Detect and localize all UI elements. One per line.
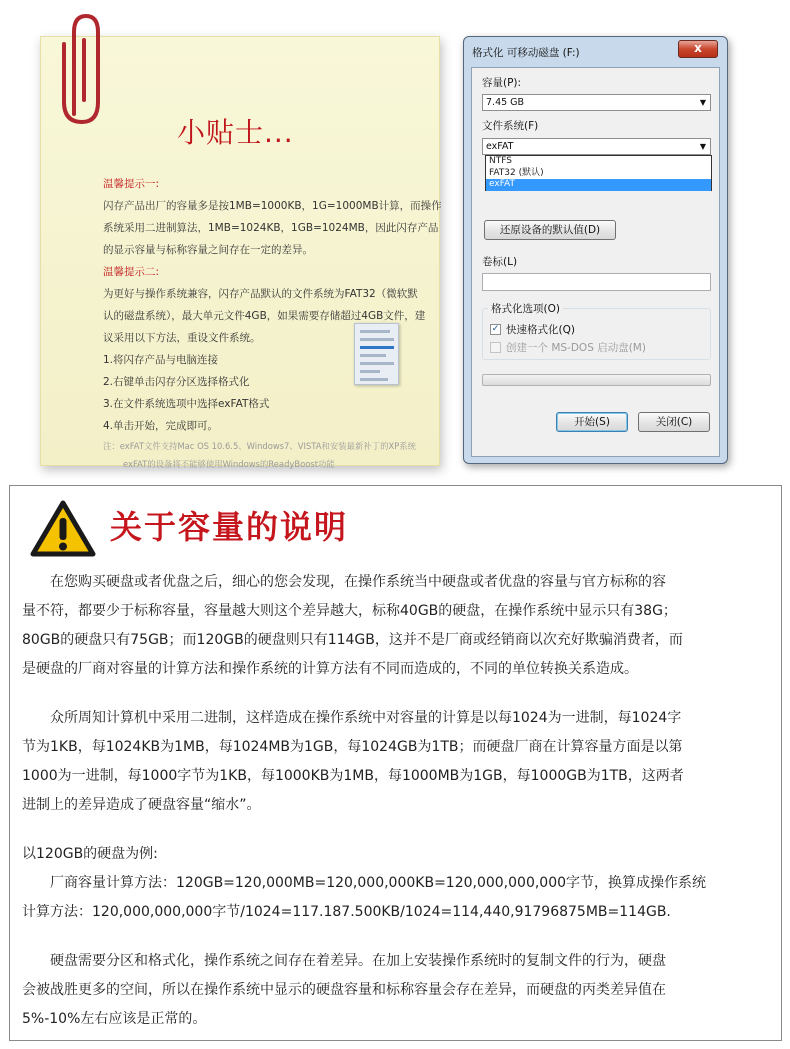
text-line: 以120GB的硬盘为例: <box>22 846 158 862</box>
paragraph <box>22 568 772 684</box>
filesystem-option-exfat[interactable]: exFAT <box>486 179 711 191</box>
tip-line: 系统采用二进制算法，1MB=1024KB，1GB=1024MB，因此闪存产品 <box>103 222 439 234</box>
paragraph <box>22 947 772 1034</box>
tip-line: 3.在文件系统选项中选择exFAT格式 <box>103 398 270 410</box>
text-line: 节为1KB，每1024KB为1MB，每1024MB为1GB，每1024GB为1TB；而硬盘厂商在计算容量方面是以第 <box>22 739 683 755</box>
capacity-heading: 关于容量的说明 <box>110 508 349 546</box>
format-dialog <box>463 36 728 464</box>
text-line: 进制上的差异造成了硬盘容量“缩水”。 <box>22 797 261 813</box>
tip-title: 小贴士... <box>177 116 294 149</box>
text-line: 80GB的硬盘只有75GB；而120GB的硬盘则只有114GB，这并不是厂商或经销商以次充好欺骗消费者，而 <box>22 632 683 648</box>
tip-note: exFAT的设备将不能够使用Windows的ReadyBoost功能 <box>123 459 335 469</box>
tip-line: 为更好与操作系统兼容，闪存产品默认的文件系统为FAT32（微软默 <box>103 288 418 300</box>
warning-triangle-icon <box>30 500 96 558</box>
format-options-title: 格式化选项(O) <box>488 301 563 316</box>
capacity-value: 7.45 GB <box>486 97 525 108</box>
capacity-explanation-box <box>9 485 782 1041</box>
filesystem-dropdown-list <box>485 155 712 191</box>
capacity-body <box>22 568 772 1034</box>
text-line: 众所周知计算机中采用二进制，这样造成在操作系统中对容量的计算是以每1024为一进制，每1024字 <box>22 710 682 726</box>
tip-line: 温馨提示二: <box>103 266 160 278</box>
text-line: 量不符，都要少于标称容量，容量越大则这个差异越大，标称40GB的硬盘，在操作系统中显示只有38G； <box>22 603 677 619</box>
filesystem-value: exFAT <box>486 141 514 152</box>
capacity-label: 容量(P): <box>482 77 522 89</box>
filesystem-option-fat32[interactable]: FAT32 (默认) <box>489 167 544 178</box>
chevron-down-icon: ▼ <box>699 98 706 107</box>
tip-body <box>103 173 473 473</box>
text-line: 在您购买硬盘或者优盘之后，细心的您会发现，在操作系统当中硬盘或者优盘的容量与官方标称的容 <box>22 574 666 590</box>
paragraph <box>22 704 772 820</box>
start-button[interactable]: 开始(S) <box>556 412 628 432</box>
filesystem-label: 文件系统(F) <box>482 120 539 132</box>
volume-label-input[interactable] <box>482 273 711 291</box>
text-line: 计算方法：120,000,000,000字节/1024=117.187.500KB/1024=114,440,91796875MB=114GB. <box>22 904 671 920</box>
text-line: 1000为一进制，每1000字节为1KB，每1000KB为1MB，每1000MB为1GB，每1000GB为1TB，这两者 <box>22 768 684 784</box>
close-button[interactable]: 关闭(C) <box>638 412 710 432</box>
quick-format-label: 快速格式化(Q) <box>506 324 575 336</box>
restore-defaults-button[interactable]: 还原设备的默认值(D) <box>484 220 616 240</box>
format-progress-bar <box>482 374 711 386</box>
tip-note: 注：exFAT文件支持Mac OS 10.6.5、Windows7、VISTA和安装最新补丁的XP系统 <box>103 441 416 451</box>
tip-line: 认的磁盘系统），最大单元文件4GB，如果需要存储超过4GB文件，建 <box>103 310 426 322</box>
close-icon[interactable]: x <box>678 40 718 58</box>
tip-line: 2.右键单击闪存分区选择格式化 <box>103 376 250 388</box>
tip-line: 议采用以下方法，重设文件系统。 <box>103 332 261 344</box>
text-line: 硬盘需要分区和格式化，操作系统之间存在着差异。在加上安装操作系统时的复制文件的行为，硬盘 <box>22 953 666 969</box>
tip-line: 1.将闪存产品与电脑连接 <box>103 354 219 366</box>
msdos-boot-label: 创建一个 MS-DOS 启动盘(M) <box>506 342 646 354</box>
tip-line: 闪存产品出厂的容量多是按1MB=1000KB，1G=1000MB计算，而操作 <box>103 200 442 212</box>
dialog-title: 格式化 可移动磁盘 (F:) <box>472 47 580 59</box>
capacity-select[interactable] <box>482 94 711 111</box>
text-line: 5%-10%左右应该是正常的。 <box>22 1011 207 1027</box>
tip-line: 4.单击开始，完成即可。 <box>103 420 219 432</box>
text-line: 是硬盘的厂商对容量的计算方法和操作系统的计算方法有不同而造成的，不同的单位转换关系造成。 <box>22 661 638 677</box>
chevron-down-icon: ▼ <box>699 142 706 151</box>
paragraph <box>22 840 772 927</box>
filesystem-select[interactable] <box>482 138 711 155</box>
text-line: 厂商容量计算方法：120GB=120,000MB=120,000,000KB=120,000,000,000字节，换算成操作系统 <box>22 875 707 891</box>
dialog-titlebar[interactable] <box>464 37 727 67</box>
volume-label: 卷标(L) <box>482 256 518 268</box>
text-line: 会被战胜更多的空间，所以在操作系统中显示的硬盘容量和标称容量会存在差异，而硬盘的丙类差异值在 <box>22 982 666 998</box>
format-dialog-thumbnail <box>354 323 399 385</box>
quick-format-checkbox[interactable]: ✓ <box>491 324 500 334</box>
tip-line: 的显示容量与标称容量之间存在一定的差异。 <box>103 244 313 256</box>
msdos-boot-checkbox[interactable] <box>490 342 501 353</box>
paperclip-icon <box>52 10 112 130</box>
filesystem-option-ntfs[interactable]: NTFS <box>489 156 512 166</box>
dialog-client-area <box>471 67 720 457</box>
tip-line: 温馨提示一: <box>103 178 160 190</box>
